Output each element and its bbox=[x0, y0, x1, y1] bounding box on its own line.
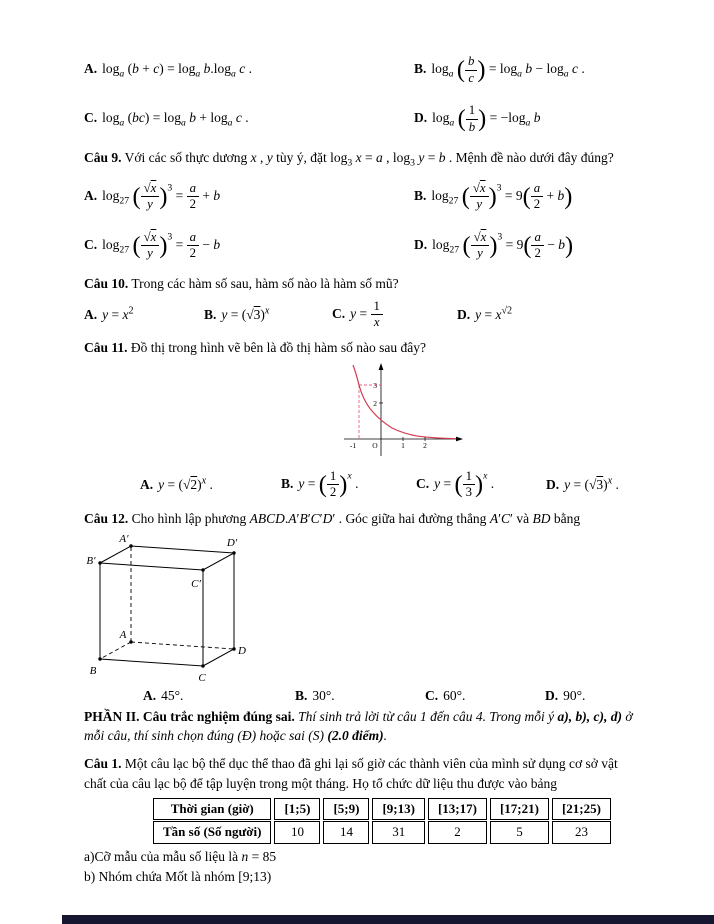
q8-options-row-2 bbox=[84, 96, 634, 142]
option-formula: $y = (√3)^x$ . bbox=[564, 475, 619, 493]
option-letter: A. bbox=[84, 187, 98, 203]
option-formula: $\log_{27}$ ( $\frac{√x}{y}$ )$^3$ = $\frac{a}{2}$ + b bbox=[102, 180, 221, 211]
q8-option-b bbox=[414, 55, 634, 85]
q10-option-a bbox=[84, 305, 204, 325]
question-11-text: Đồ thị trong hình vẽ bên là đồ thị hàm số nào sau đây? bbox=[130, 339, 426, 355]
q9-option-d bbox=[414, 231, 634, 261]
y-axis-arrow bbox=[379, 363, 384, 370]
part2-heading-par bbox=[84, 707, 634, 745]
option-formula: $\log_a (b + c) = \log_a b.\log_a$ c . bbox=[102, 60, 252, 80]
option-letter: D. bbox=[414, 110, 428, 126]
x-tick-label: 2 bbox=[423, 440, 427, 450]
option-letter: C. bbox=[425, 687, 439, 703]
y-tick-label: 3 bbox=[373, 380, 377, 390]
option-formula: $\log_a$ ( $\frac{b}{c}$ ) = $\log_a b - \log_a c$ . bbox=[431, 54, 585, 85]
vertex-dot bbox=[201, 664, 204, 667]
cube-hidden-edges bbox=[100, 546, 234, 659]
q9-options-row-1 bbox=[84, 173, 634, 219]
question-10-label: Câu 10. bbox=[84, 276, 129, 292]
option-letter: B. bbox=[281, 475, 294, 491]
interval-cell: [13;17) bbox=[428, 798, 487, 820]
option-letter: C. bbox=[84, 236, 98, 252]
q11-option-a bbox=[140, 475, 281, 495]
option-formula: y = $\frac{1}{x}$ bbox=[350, 306, 383, 321]
exponential-graph-figure bbox=[336, 359, 634, 461]
vertex-dot bbox=[129, 640, 132, 643]
vertex-label-d-prime: D′ bbox=[226, 536, 238, 549]
question-9 bbox=[84, 148, 634, 170]
interval-cell: [5;9) bbox=[323, 798, 369, 820]
option-letter: C. bbox=[84, 109, 98, 125]
option-formula: $\log_a (bc) = \log_a b + \log_a c$ . bbox=[102, 109, 249, 129]
bottom-dark-bar bbox=[62, 915, 714, 924]
question-12 bbox=[84, 509, 634, 528]
q10-option-c bbox=[332, 300, 457, 330]
question-12-text: Cho hình lập phương ABCD.A′B′C′D′ . Góc giữa hai đường thẳng A′C′ và BD bằng bbox=[131, 510, 581, 526]
option-formula: $y = (√3)^x$ bbox=[221, 305, 270, 323]
x-tick-label: -1 bbox=[349, 440, 357, 450]
origin-label: O bbox=[372, 440, 378, 450]
question-11 bbox=[84, 338, 634, 357]
option-text: 60°. bbox=[443, 687, 466, 703]
cube-figure bbox=[84, 532, 634, 684]
option-letter: D. bbox=[457, 307, 471, 323]
option-letter: B. bbox=[295, 687, 308, 703]
table-row2-label: Tần số (Số người) bbox=[153, 821, 271, 843]
q11-options-row bbox=[84, 467, 634, 503]
q12-option-a bbox=[143, 686, 295, 705]
q11-option-c bbox=[416, 470, 546, 500]
q12-option-c bbox=[425, 686, 545, 705]
option-formula: $\log_a$ ( $\frac{1}{b}$ ) = $-\log_a$ b bbox=[432, 103, 541, 134]
option-letter: D. bbox=[546, 477, 560, 493]
part2-instructions: Thí sinh trả lời từ câu 1 đến câu 4. Trong mỗi ý a), b), c), d) ở mỗi câu, thí sinh chọn đúng (Đ) hoặc sai (S) (2.0 điểm). bbox=[84, 709, 633, 744]
frequency-cell: 10 bbox=[274, 821, 320, 843]
q9-option-a bbox=[84, 182, 414, 212]
vertex-label-c-prime: C′ bbox=[191, 577, 201, 590]
cube-top-face bbox=[100, 546, 234, 570]
option-letter: A. bbox=[84, 307, 98, 323]
option-formula: $\log_{27}$ ( $\frac{√x}{y}$ )$^3$ = $\frac{a}{2}$ − b bbox=[102, 229, 221, 260]
part2-q1-text: Một câu lạc bộ thể dục thể thao đã ghi lại số giờ các thành viên của mình sử dụng cơ sở vật chất của câu lạc bộ để tập luyện trong một tháng. Họ tổ chức dữ liệu thu được vào bảng bbox=[84, 756, 618, 791]
vertex-label-b-prime: B′ bbox=[86, 554, 96, 567]
q12-options-row bbox=[84, 686, 634, 705]
frequency-cell: 5 bbox=[490, 821, 549, 843]
vertex-dot bbox=[98, 657, 101, 660]
option-text: 45°. bbox=[161, 687, 184, 703]
q11-option-b bbox=[281, 470, 416, 500]
interval-cell: [1;5) bbox=[274, 798, 320, 820]
option-letter: C. bbox=[416, 475, 430, 491]
q8-options-row-1 bbox=[84, 47, 634, 93]
option-letter: A. bbox=[143, 687, 157, 703]
option-formula: $y = x^{√2}$ bbox=[475, 305, 513, 323]
interval-cell: [21;25) bbox=[552, 798, 611, 820]
x-tick-label: 1 bbox=[401, 440, 405, 450]
interval-cell: [17;21) bbox=[490, 798, 549, 820]
q9-option-c bbox=[84, 231, 414, 261]
frequency-cell: 31 bbox=[372, 821, 425, 843]
question-11-label: Câu 11. bbox=[84, 339, 128, 355]
exponential-curve bbox=[353, 365, 456, 439]
q12-option-b bbox=[295, 686, 425, 705]
question-10 bbox=[84, 274, 634, 293]
exponential-graph bbox=[336, 359, 466, 459]
option-letter: B. bbox=[414, 61, 427, 77]
option-letter: D. bbox=[414, 236, 428, 252]
option-letter: B. bbox=[414, 187, 427, 203]
vertex-label-a: A bbox=[119, 628, 127, 641]
vertex-label-a-prime: A′ bbox=[119, 532, 129, 545]
frequency-cell: 2 bbox=[428, 821, 487, 843]
q8-option-a bbox=[84, 59, 414, 81]
vertex-label-c: C bbox=[198, 671, 206, 684]
option-formula: $\log_{27}$ ( $\frac{√x}{y}$ )$^3$ = 9( $\frac{a}{2}$ + b) bbox=[431, 180, 573, 211]
option-letter: C. bbox=[332, 305, 346, 321]
q11-option-d bbox=[546, 475, 634, 495]
option-text: 30°. bbox=[312, 687, 335, 703]
vertex-dot bbox=[232, 551, 235, 554]
question-9-text: Với các số thực dương x , y tùy ý, đặt $\log_3 x = a$ , $\log_3 y = b$ . Mệnh đề nào dưới đây đúng? bbox=[124, 150, 614, 169]
vertex-label-d: D bbox=[238, 644, 246, 657]
statement-a: a)Cỡ mẫu của mẫu số liệu là n = 85 bbox=[84, 848, 277, 864]
vertex-dot bbox=[232, 647, 235, 650]
x-axis-arrow bbox=[456, 436, 463, 441]
q8-option-d bbox=[414, 104, 634, 134]
option-letter: D. bbox=[545, 687, 559, 703]
statement-b: b) Nhóm chứa Mốt là nhóm [9;13) bbox=[84, 868, 272, 884]
question-12-label: Câu 12. bbox=[84, 510, 129, 526]
q9-option-b bbox=[414, 182, 634, 212]
frequency-cell: 14 bbox=[323, 821, 369, 843]
part2-q1-label: Câu 1. bbox=[84, 756, 122, 772]
q10-option-b bbox=[204, 305, 332, 325]
part2-question-1 bbox=[84, 754, 634, 792]
option-formula: $y = x^2$ bbox=[102, 305, 134, 323]
q9-options-row-2 bbox=[84, 222, 634, 268]
option-letter: A. bbox=[84, 60, 98, 76]
q10-options-row bbox=[84, 298, 634, 332]
table-row-intervals bbox=[153, 798, 611, 820]
option-text: 90°. bbox=[563, 687, 586, 703]
cube-diagram bbox=[84, 532, 259, 684]
vertex-label-b: B bbox=[89, 664, 97, 677]
option-formula: y = ( $\frac{1}{2}$ )$^x$ . bbox=[298, 468, 359, 500]
question-10-text: Trong các hàm số sau, hàm số nào là hàm số mũ? bbox=[131, 276, 399, 292]
option-formula: y = ( $\frac{1}{3}$ )$^x$ . bbox=[434, 468, 495, 500]
option-letter: B. bbox=[204, 307, 217, 323]
question-9-label: Câu 9. bbox=[84, 150, 122, 165]
part2-heading: PHẦN II. Câu trắc nghiệm đúng sai. bbox=[84, 709, 295, 725]
vertex-dot bbox=[201, 568, 204, 571]
option-formula: $\log_{27}$ ( $\frac{√x}{y}$ )$^3$ = 9( $\frac{a}{2}$ − b) bbox=[432, 229, 574, 260]
q8-option-c bbox=[84, 108, 414, 130]
q10-option-d bbox=[457, 305, 634, 325]
interval-cell: [9;13) bbox=[372, 798, 425, 820]
q12-option-d bbox=[545, 686, 634, 705]
vertex-dot bbox=[129, 544, 132, 547]
frequency-cell: 23 bbox=[552, 821, 611, 843]
table-row1-label: Thời gian (giờ) bbox=[153, 798, 271, 820]
option-formula: $y = (√2)^x$ . bbox=[158, 475, 213, 493]
table-row-frequencies bbox=[153, 821, 611, 843]
vertex-dot bbox=[98, 561, 101, 564]
y-tick-label: 2 bbox=[373, 398, 377, 408]
option-letter: A. bbox=[140, 477, 154, 493]
frequency-table bbox=[150, 797, 614, 845]
